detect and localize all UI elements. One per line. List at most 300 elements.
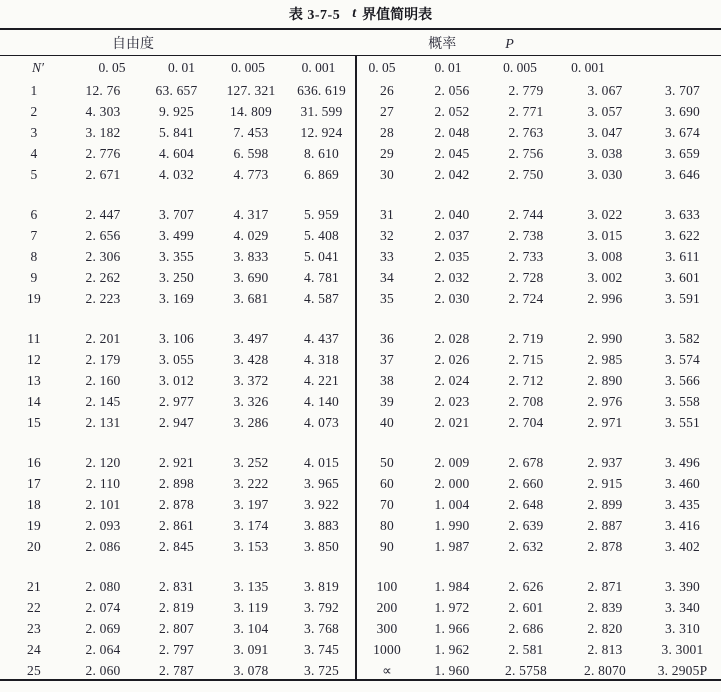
column-header-left-005: 0. 05 — [98, 60, 126, 75]
table-row — [0, 101, 721, 122]
df-cell: 26 — [380, 82, 394, 98]
value-cell: 3. 690 — [665, 103, 700, 119]
table-row — [0, 164, 721, 185]
value-cell: 3. 601 — [665, 269, 700, 285]
value-cell: 2. 787 — [159, 662, 194, 678]
value-cell: 2. 756 — [508, 145, 544, 161]
value-cell: 3. 340 — [665, 599, 700, 615]
value-cell: 2. 028 — [434, 330, 470, 346]
value-cell: 3. 768 — [304, 620, 339, 636]
value-cell: 3. 574 — [665, 351, 700, 367]
value-cell: 2. 728 — [508, 269, 544, 285]
value-cell: 2. 776 — [85, 145, 121, 161]
table-row — [0, 328, 721, 349]
value-cell: 4. 604 — [159, 145, 194, 161]
value-cell: 4. 303 — [85, 103, 121, 119]
df-cell: 39 — [380, 393, 394, 409]
table-row — [0, 597, 721, 618]
value-cell: 3. 558 — [665, 393, 700, 409]
value-cell: 2. 024 — [434, 372, 470, 388]
value-cell: 4. 015 — [304, 454, 339, 470]
value-cell: 3. 707 — [665, 82, 700, 98]
value-cell: 2. 977 — [159, 393, 194, 409]
value-cell: 3. 355 — [159, 248, 194, 264]
df-cell: 29 — [380, 145, 394, 161]
value-cell: 2. 656 — [85, 227, 121, 243]
value-cell: 3. 922 — [304, 496, 339, 512]
value-cell: 2. 719 — [508, 330, 544, 346]
df-cell: 37 — [380, 351, 394, 367]
df-cell: 7 — [30, 227, 38, 243]
value-cell: 12. 76 — [85, 82, 121, 98]
row-group — [0, 328, 721, 433]
df-cell: 19 — [27, 290, 41, 306]
df-cell: 30 — [380, 166, 394, 182]
value-cell: 2. 771 — [508, 103, 544, 119]
table-row — [0, 288, 721, 309]
df-cell: ∝ — [382, 662, 392, 678]
value-cell: 3. 745 — [304, 641, 339, 657]
df-cell: 28 — [380, 124, 394, 140]
value-cell: 2. 069 — [85, 620, 121, 636]
df-cell: 100 — [376, 578, 398, 594]
value-cell: 3. 390 — [665, 578, 700, 594]
value-cell: 3. 038 — [587, 145, 623, 161]
value-cell: 3. 252 — [233, 454, 269, 470]
value-cell: 2. 899 — [587, 496, 623, 512]
table-row — [0, 370, 721, 391]
value-cell: 1. 984 — [434, 578, 470, 594]
row-group — [0, 576, 721, 681]
value-cell: 2. 990 — [587, 330, 623, 346]
value-cell: 3. 2905P — [657, 662, 708, 678]
value-cell: 3. 591 — [665, 290, 700, 306]
df-cell: 3 — [30, 124, 38, 140]
df-cell: 19 — [27, 517, 41, 533]
table-row — [0, 576, 721, 597]
value-cell: 1. 962 — [434, 641, 470, 657]
value-cell: 3. 460 — [665, 475, 700, 491]
table-row — [0, 143, 721, 164]
value-cell: 2. 306 — [85, 248, 121, 264]
value-cell: 3. 707 — [159, 206, 194, 222]
table-row — [0, 267, 721, 288]
df-cell: 34 — [380, 269, 394, 285]
df-cell: 23 — [27, 620, 41, 636]
value-cell: 3. 002 — [587, 269, 623, 285]
value-cell: 63. 657 — [155, 82, 198, 98]
table-row — [0, 536, 721, 557]
value-cell: 3. 022 — [587, 206, 623, 222]
value-cell: 2. 056 — [434, 82, 470, 98]
value-cell: 3. 690 — [233, 269, 269, 285]
value-cell: 3. 310 — [665, 620, 700, 636]
probability-text: 概率 — [428, 36, 457, 52]
value-cell: 31. 599 — [300, 103, 343, 119]
value-cell: 2. 671 — [85, 166, 121, 182]
table-body — [0, 80, 721, 681]
value-cell: 2. 000 — [434, 475, 470, 491]
df-cell: 5 — [30, 166, 38, 182]
df-cell: 8 — [30, 248, 38, 264]
value-cell: 3. 055 — [159, 351, 194, 367]
value-cell: 2. 890 — [587, 372, 623, 388]
value-cell: 4. 773 — [233, 166, 269, 182]
column-header-row — [0, 56, 721, 80]
value-cell: 2. 042 — [434, 166, 470, 182]
value-cell: 3. 611 — [665, 248, 700, 264]
center-divider-line — [355, 56, 357, 679]
value-cell: 3. 119 — [233, 599, 269, 615]
value-cell: 3. 174 — [233, 517, 269, 533]
value-cell: 2. 820 — [587, 620, 623, 636]
table-row — [0, 122, 721, 143]
table-body-area — [0, 56, 721, 681]
value-cell: 3. 496 — [665, 454, 700, 470]
value-cell: 3. 792 — [304, 599, 339, 615]
value-cell: 2. 733 — [508, 248, 544, 264]
value-cell: 2. 093 — [85, 517, 121, 533]
value-cell: 3. 681 — [233, 290, 269, 306]
table-row — [0, 246, 721, 267]
df-cell: 4 — [30, 145, 38, 161]
value-cell: 2. 845 — [159, 538, 194, 554]
value-cell: 3. 222 — [233, 475, 269, 491]
df-cell: 24 — [27, 641, 41, 657]
df-cell: 1000 — [373, 641, 401, 657]
value-cell: 4. 437 — [304, 330, 339, 346]
value-cell: 2. 724 — [508, 290, 544, 306]
value-cell: 3. 106 — [159, 330, 194, 346]
value-cell: 2. 686 — [508, 620, 544, 636]
value-cell: 2. 101 — [85, 496, 121, 512]
value-cell: 6. 598 — [233, 145, 269, 161]
df-cell: 13 — [27, 372, 41, 388]
value-cell: 2. 819 — [159, 599, 194, 615]
value-cell: 3. 551 — [665, 414, 700, 430]
value-cell: 2. 660 — [508, 475, 544, 491]
df-cell: 300 — [376, 620, 398, 636]
value-cell: 3. 965 — [304, 475, 339, 491]
group-header-row — [0, 30, 721, 56]
group-header-degrees-of-freedom — [0, 33, 356, 53]
value-cell: 3. 646 — [665, 166, 700, 182]
value-cell: 2. 831 — [159, 578, 194, 594]
df-cell: 15 — [27, 414, 41, 430]
value-cell: 3. 030 — [587, 166, 623, 182]
group-header-probability — [356, 33, 721, 53]
df-cell: 11 — [27, 330, 41, 346]
table-row — [0, 412, 721, 433]
value-cell: 2. 704 — [508, 414, 544, 430]
value-cell: 127. 321 — [226, 82, 276, 98]
value-cell: 3. 008 — [587, 248, 623, 264]
value-cell: 3. 078 — [233, 662, 269, 678]
value-cell: 2. 030 — [434, 290, 470, 306]
value-cell: 3. 819 — [304, 578, 339, 594]
value-cell: 2. 632 — [508, 538, 544, 554]
value-cell: 2. 878 — [159, 496, 194, 512]
value-cell: 3. 499 — [159, 227, 194, 243]
value-cell: 4. 140 — [304, 393, 339, 409]
value-cell: 1. 004 — [434, 496, 470, 512]
value-cell: 3. 428 — [233, 351, 269, 367]
value-cell: 2. 223 — [85, 290, 121, 306]
value-cell: 2. 040 — [434, 206, 470, 222]
value-cell: 636. 619 — [297, 82, 346, 98]
column-header-left-0001: 0. 001 — [301, 60, 336, 75]
df-cell: 60 — [380, 475, 394, 491]
df-cell: 1 — [30, 82, 38, 98]
value-cell: 3. 850 — [304, 538, 339, 554]
value-cell: 3. 091 — [233, 641, 269, 657]
value-cell: 2. 5758 — [505, 662, 547, 678]
value-cell: 3. 326 — [233, 393, 269, 409]
value-cell: 1. 990 — [434, 517, 470, 533]
value-cell: 3. 674 — [665, 124, 700, 140]
table-title-text: 界值简明表 — [362, 8, 433, 23]
value-cell: 4. 029 — [233, 227, 269, 243]
probability-p-symbol: P — [505, 36, 514, 52]
table-row — [0, 660, 721, 681]
df-cell: 27 — [380, 103, 394, 119]
value-cell: 2. 080 — [85, 578, 121, 594]
value-cell: 2. 160 — [85, 372, 121, 388]
value-cell: 12. 924 — [300, 124, 343, 140]
value-cell: 2. 898 — [159, 475, 194, 491]
value-cell: 3. 286 — [233, 414, 269, 430]
table-row — [0, 494, 721, 515]
value-cell: 3. 169 — [159, 290, 194, 306]
value-cell: 4. 221 — [304, 372, 339, 388]
df-cell: 2 — [30, 103, 38, 119]
value-cell: 3. 659 — [665, 145, 700, 161]
value-cell: 2. 878 — [587, 538, 623, 554]
value-cell: 2. 738 — [508, 227, 544, 243]
df-cell: 50 — [380, 454, 394, 470]
value-cell: 2. 086 — [85, 538, 121, 554]
table-row — [0, 452, 721, 473]
df-cell: 12 — [27, 351, 41, 367]
value-cell: 2. 779 — [508, 82, 544, 98]
value-cell: 5. 959 — [304, 206, 339, 222]
value-cell: 2. 763 — [508, 124, 544, 140]
df-cell: 32 — [380, 227, 394, 243]
value-cell: 3. 833 — [233, 248, 269, 264]
value-cell: 7. 453 — [233, 124, 269, 140]
value-cell: 2. 179 — [85, 351, 121, 367]
df-cell: 22 — [27, 599, 41, 615]
row-group — [0, 80, 721, 185]
value-cell: 5. 408 — [304, 227, 339, 243]
value-cell: 2. 921 — [159, 454, 194, 470]
value-cell: 2. 947 — [159, 414, 194, 430]
df-cell: 31 — [380, 206, 394, 222]
df-cell: 21 — [27, 578, 41, 594]
df-cell: 20 — [27, 538, 41, 554]
value-cell: 8. 610 — [304, 145, 339, 161]
value-cell: 4. 781 — [304, 269, 339, 285]
table-row — [0, 391, 721, 412]
value-cell: 4. 032 — [159, 166, 194, 182]
value-cell: 2. 648 — [508, 496, 544, 512]
value-cell: 2. 601 — [508, 599, 544, 615]
value-cell: 3. 372 — [233, 372, 269, 388]
value-cell: 2. 026 — [434, 351, 470, 367]
value-cell: 2. 971 — [587, 414, 623, 430]
value-cell: 4. 318 — [304, 351, 339, 367]
df-cell: 90 — [380, 538, 394, 554]
value-cell: 2. 048 — [434, 124, 470, 140]
value-cell: 3. 3001 — [661, 641, 704, 657]
value-cell: 3. 416 — [665, 517, 700, 533]
value-cell: 4. 073 — [304, 414, 339, 430]
value-cell: 3. 566 — [665, 372, 700, 388]
value-cell: 3. 135 — [233, 578, 269, 594]
value-cell: 3. 883 — [304, 517, 339, 533]
value-cell: 4. 317 — [233, 206, 269, 222]
value-cell: 2. 110 — [85, 475, 121, 491]
value-cell: 2. 581 — [508, 641, 544, 657]
df-cell: 35 — [380, 290, 394, 306]
df-cell: 38 — [380, 372, 394, 388]
value-cell: 3. 067 — [587, 82, 623, 98]
value-cell: 2. 131 — [85, 414, 121, 430]
value-cell: 2. 262 — [85, 269, 121, 285]
value-cell: 14. 809 — [230, 103, 272, 119]
value-cell: 3. 057 — [587, 103, 623, 119]
value-cell: 1. 960 — [434, 662, 470, 678]
column-header-left-0005: 0. 005 — [231, 60, 265, 75]
table-row — [0, 349, 721, 370]
df-cell: 33 — [380, 248, 394, 264]
column-header-n-prime: N′ — [32, 60, 44, 75]
value-cell: 5. 841 — [159, 124, 194, 140]
value-cell: 2. 996 — [587, 290, 623, 306]
df-cell: 40 — [380, 414, 394, 430]
value-cell: 3. 497 — [233, 330, 269, 346]
value-cell: 2. 715 — [508, 351, 544, 367]
probability-label — [428, 33, 514, 53]
value-cell: 2. 021 — [434, 414, 470, 430]
table-row — [0, 639, 721, 660]
value-cell: 3. 012 — [159, 372, 194, 388]
value-cell: 2. 839 — [587, 599, 623, 615]
value-cell: 2. 712 — [508, 372, 544, 388]
degrees-of-freedom-label: 自由度 — [112, 36, 154, 52]
value-cell: 2. 678 — [508, 454, 544, 470]
value-cell: 2. 985 — [587, 351, 623, 367]
row-group — [0, 204, 721, 309]
value-cell: 3. 047 — [587, 124, 623, 140]
value-cell: 3. 182 — [85, 124, 121, 140]
column-header-right-0001: 0. 001 — [571, 60, 605, 75]
table-row — [0, 204, 721, 225]
value-cell: 2. 052 — [434, 103, 470, 119]
df-cell: 70 — [380, 496, 394, 512]
table-row — [0, 473, 721, 494]
value-cell: 2. 064 — [85, 641, 121, 657]
value-cell: 3. 633 — [665, 206, 700, 222]
column-header-right-005: 0. 05 — [368, 60, 396, 75]
df-cell: 80 — [380, 517, 394, 533]
value-cell: 2. 626 — [508, 578, 544, 594]
table-row — [0, 80, 721, 101]
value-cell: 2. 937 — [587, 454, 623, 470]
value-cell: 2. 201 — [85, 330, 121, 346]
value-cell: 6. 869 — [304, 166, 339, 182]
value-cell: 3. 104 — [233, 620, 269, 636]
value-cell: 2. 915 — [587, 475, 623, 491]
value-cell: 9. 925 — [159, 103, 194, 119]
value-cell: 3. 153 — [233, 538, 269, 554]
value-cell: 3. 582 — [665, 330, 700, 346]
value-cell: 2. 813 — [587, 641, 623, 657]
value-cell: 2. 887 — [587, 517, 623, 533]
column-header-right-0005: 0. 005 — [503, 60, 537, 75]
value-cell: 1. 972 — [434, 599, 470, 615]
value-cell: 2. 009 — [434, 454, 470, 470]
value-cell: 2. 120 — [85, 454, 121, 470]
value-cell: 2. 807 — [159, 620, 194, 636]
value-cell: 2. 797 — [159, 641, 194, 657]
table-row — [0, 618, 721, 639]
value-cell: 2. 035 — [434, 248, 470, 264]
df-cell: 17 — [27, 475, 41, 491]
value-cell: 2. 074 — [85, 599, 121, 615]
table-row — [0, 515, 721, 536]
value-cell: 3. 725 — [304, 662, 339, 678]
value-cell: 3. 622 — [665, 227, 700, 243]
table-number: 表 3-7-5 — [288, 8, 341, 23]
df-cell: 18 — [27, 496, 41, 512]
value-cell: 2. 861 — [159, 517, 194, 533]
row-group — [0, 452, 721, 557]
df-cell: 14 — [27, 393, 41, 409]
value-cell: 1. 987 — [434, 538, 470, 554]
df-cell: 6 — [30, 206, 38, 222]
value-cell: 2. 750 — [508, 166, 544, 182]
df-cell: 9 — [30, 269, 38, 285]
value-cell: 4. 587 — [304, 290, 339, 306]
table-title — [0, 0, 721, 30]
t-symbol: t — [352, 6, 357, 21]
value-cell: 3. 250 — [159, 269, 194, 285]
value-cell: 2. 639 — [508, 517, 544, 533]
value-cell: 1. 966 — [434, 620, 470, 636]
value-cell: 2. 023 — [434, 393, 470, 409]
df-cell: 200 — [376, 599, 398, 615]
value-cell: 2. 976 — [587, 393, 623, 409]
df-cell: 25 — [27, 662, 41, 678]
value-cell: 2. 871 — [587, 578, 623, 594]
value-cell: 2. 744 — [508, 206, 544, 222]
column-header-right-001: 0. 01 — [434, 60, 462, 75]
value-cell: 3. 015 — [587, 227, 623, 243]
value-cell: 2. 8070 — [584, 662, 626, 678]
value-cell: 3. 197 — [233, 496, 269, 512]
value-cell: 5. 041 — [304, 248, 339, 264]
value-cell: 2. 060 — [85, 662, 121, 678]
value-cell: 3. 435 — [665, 496, 700, 512]
column-header-left-001: 0. 01 — [168, 60, 195, 75]
df-cell: 36 — [380, 330, 394, 346]
value-cell: 2. 045 — [434, 145, 470, 161]
df-cell: 16 — [27, 454, 41, 470]
value-cell: 2. 032 — [434, 269, 470, 285]
table-row — [0, 225, 721, 246]
value-cell: 2. 037 — [434, 227, 470, 243]
